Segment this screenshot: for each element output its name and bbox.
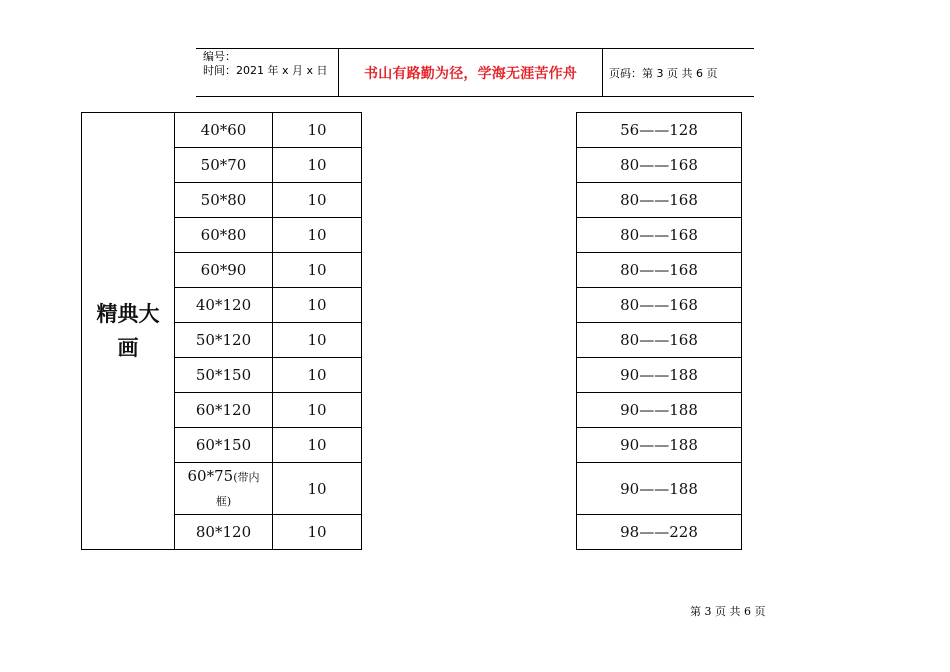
price-cell: 90——188 — [577, 393, 742, 428]
date-label: 时间：2021 年 x 月 x 日 — [203, 64, 328, 77]
size-cell — [175, 393, 273, 428]
size-cell — [175, 218, 273, 253]
table-row — [577, 148, 742, 183]
size-value: 40*60 — [200, 121, 247, 139]
size-value: 40*120 — [195, 296, 252, 314]
page-footer: 第 3 页 共 6 页 — [690, 605, 766, 618]
size-value: 80*120 — [195, 523, 252, 541]
size-cell — [175, 148, 273, 183]
quantity-cell: 10 — [273, 148, 362, 183]
header-meta — [203, 50, 328, 78]
price-cell: 90——188 — [577, 428, 742, 463]
size-value: 50*150 — [195, 366, 252, 384]
size-table — [81, 112, 362, 550]
size-value: 60*80 — [200, 226, 247, 244]
size-value: 60*75 — [187, 466, 234, 485]
size-value: 60*150 — [195, 436, 252, 454]
size-value: 50*70 — [200, 156, 247, 174]
quantity-cell: 10 — [273, 183, 362, 218]
size-value: 60*90 — [200, 261, 247, 279]
table-row — [577, 218, 742, 253]
size-with-note — [186, 465, 262, 513]
size-cell — [175, 253, 273, 288]
size-cell — [175, 323, 273, 358]
table-row — [577, 323, 742, 358]
quantity-cell: 10 — [273, 113, 362, 148]
number-label: 编号： — [203, 50, 236, 63]
size-cell — [175, 358, 273, 393]
header-divider — [602, 48, 603, 96]
header-bottom-rule — [196, 96, 754, 97]
table-row — [577, 253, 742, 288]
size-cell — [175, 113, 273, 148]
table-row — [577, 393, 742, 428]
price-cell: 56——128 — [577, 113, 742, 148]
header-top-rule — [196, 48, 754, 49]
quantity-cell: 10 — [273, 253, 362, 288]
page-indicator: 页码：第 3 页 共 6 页 — [609, 67, 718, 80]
table-row — [577, 358, 742, 393]
size-value: 50*80 — [200, 191, 247, 209]
quantity-cell: 10 — [273, 323, 362, 358]
size-cell — [175, 463, 273, 515]
price-table — [576, 112, 742, 550]
motto: 书山有路勤为径，学海无涯苦作舟 — [364, 66, 577, 82]
size-note: (带内框) — [215, 470, 260, 508]
quantity-cell: 10 — [273, 358, 362, 393]
category-cell — [82, 113, 175, 550]
category-label: 精典大画 — [96, 302, 160, 360]
size-value: 60*120 — [195, 401, 252, 419]
quantity-cell: 10 — [273, 428, 362, 463]
table-row — [577, 113, 742, 148]
price-cell: 90——188 — [577, 463, 742, 515]
price-cell: 80——168 — [577, 218, 742, 253]
price-cell: 90——188 — [577, 358, 742, 393]
quantity-cell: 10 — [273, 288, 362, 323]
table-row — [577, 463, 742, 515]
quantity-cell: 10 — [273, 393, 362, 428]
table-row — [577, 288, 742, 323]
quantity-cell: 10 — [273, 218, 362, 253]
size-cell — [175, 428, 273, 463]
table-row — [577, 515, 742, 550]
price-cell: 80——168 — [577, 253, 742, 288]
price-cell: 80——168 — [577, 183, 742, 218]
table-row — [577, 428, 742, 463]
price-cell: 80——168 — [577, 288, 742, 323]
table-row — [82, 113, 362, 148]
quantity-cell: 10 — [273, 515, 362, 550]
table-row — [577, 183, 742, 218]
size-cell — [175, 288, 273, 323]
size-cell — [175, 183, 273, 218]
size-value: 50*120 — [195, 331, 252, 349]
quantity-cell: 10 — [273, 463, 362, 515]
price-cell: 98——228 — [577, 515, 742, 550]
size-cell — [175, 515, 273, 550]
price-cell: 80——168 — [577, 148, 742, 183]
price-cell: 80——168 — [577, 323, 742, 358]
